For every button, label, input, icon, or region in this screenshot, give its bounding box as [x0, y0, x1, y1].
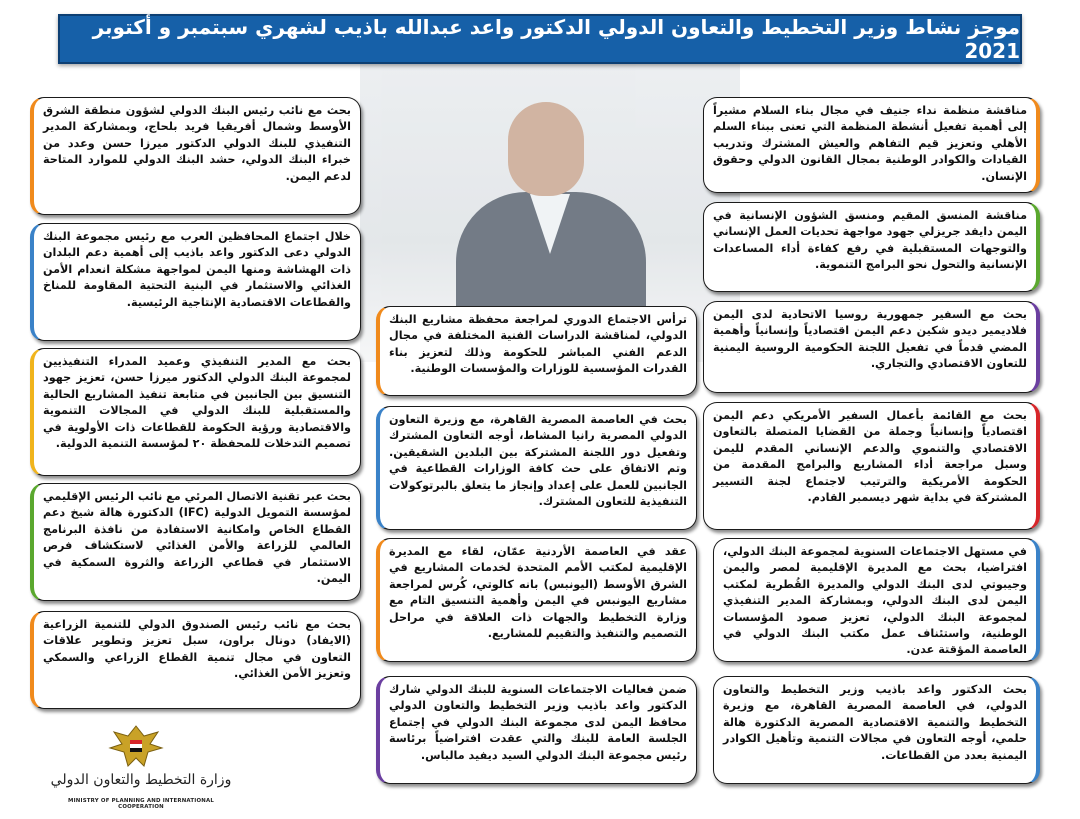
middle-card-2: بحث في العاصمة المصرية القاهرة، مع وزيرة التعاون الدولي المصرية رانيا المشاط، أوجه التعاون المشترك وتفعيل دور اللجنة المشتركة بين البلدين الشقيقين. وتم الاتفاق على حث كافة الوزارات القطاعية في الجانبين للعمل على إعداد وإنجاز ما يتعلق بالبرتوكولات التنفيذية للتعاون المشترك. [376, 406, 697, 530]
right-card-5: في مستهل الاجتماعات السنوية لمجموعة البنك الدولي، افتراضيا، بحث مع المديرة الإقليمية لمصر واليمن وجيبوتي لدى البنك الدولي والمديرة القُطرية لمكتب اليمن لدى البنك الدولي، وبمشاركة المدير التنفيذي لمجموعة البنك الدولي، تعزيز صمود المؤسسات الوطنية، واستئناف عمل مكتب البنك الدولي في العاصمة المؤقتة عدن. [713, 538, 1040, 662]
page-title-bar [58, 14, 1022, 64]
ministry-logo [46, 722, 236, 814]
right-card-3: بحث مع السفير جمهورية روسيا الاتحادية لدى اليمن فلاديمير ديدو شكين دعم اليمن اقتصادياً وإنسانياً وأهمية المضي قدماً في تفعيل اللجنة الحكومية الروسية اليمنية للتعاون الاقتصادي والتجاري. [703, 301, 1040, 393]
eagle-emblem-icon [104, 722, 168, 772]
right-card-4: بحث مع القائمة بأعمال السفير الأمريكي دعم اليمن اقتصادياً وإنسانياً وجملة من القضايا المتصلة بالتعاون الاقتصادي والتنموي والدعم الإنساني المقدم لليمن وسبل مراجعة أداء المشاريع والبرامج المقدمة من الحكومة الأمريكية والترتيب لاجتماع لجنة التسيير المشتركة في بداية شهر ديسمبر القادم. [703, 402, 1040, 530]
logo-arabic-text: وزارة التخطيط والتعاون الدولي [50, 772, 232, 788]
page-title: موجز نشاط وزير التخطيط والتعاون الدولي الدكتور واعد عبدالله باذيب لشهري سبتمبر و أكتوبر 2021 [92, 15, 1020, 63]
middle-card-1: ترأس الاجتماع الدوري لمراجعة محفظة مشاريع البنك الدولي، لمناقشة الدراسات الفنية المختلفة في مجال الدعم الفني المباشر للحكومة وذلك لتعزيز بناء القدرات المؤسسية للوزارات والمؤسسات الوطنية. [376, 306, 697, 396]
right-card-1: مناقشة منظمة نداء جنيف في مجال بناء السلام مشيراً إلى أهمية تفعيل أنشطة المنظمة التي تعنى ببناء السلم الأهلي وتعزيز قيم التفاهم والعيش المشترك وتدريب القيادات والكوادر الوطنية بمجال القانون الدولي وحقوق الإنسان. [703, 97, 1040, 193]
left-card-3: بحث مع المدير التنفيذي وعميد المدراء التنفيذيين لمجموعة البنك الدولي الدكتور ميرزا حسن، تعزيز جهود التنسيق بين الجانبين في متابعة تنفيذ المشاريع الحالية والمستقبلية للبنك الدولي في المجالات التنموية والاقتصادية ورؤية الحكومة للقطاعات ذات الأولوية في تصميم التدخلات للمحفظة ٢٠ لمؤسسة التنمية الدولية. [30, 348, 361, 476]
left-card-1: بحث مع نائب رئيس البنك الدولي لشؤون منطقة الشرق الأوسط وشمال أفريقيا فريد بلحاج، وبمشاركة المدير التنفيذي للبنك الدولي الدكتور ميرزا حسن وعدد من خبراء البنك الدولي، حشد البنك الدولي للموارد المتاحة لدعم اليمن. [30, 97, 361, 215]
middle-card-3: عقد في العاصمة الأردنية عمّان، لقاء مع المديرة الإقليمية لمكتب الأمم المتحدة لخدمات المشاريع في الشرق الأوسط (اليونبس) بانه كالوتي، كُرس لمراجعة مشاريع اليونبس في اليمن وأهمية التنسيق التام مع وزارة التخطيط والجهات ذات العلاقة في مراحل التصميم والتنفيذ والتقييم للمشاريع. [376, 538, 697, 662]
right-card-6: بحث الدكتور واعد باذيب وزير التخطيط والتعاون الدولي، في العاصمة المصرية القاهرة، مع وزيرة التخطيط والتنمية الاقتصادية المصرية الدكتورة هالة حلمي، أوجه التعاون في مجالات التنمية وتأهيل الكوادر اليمنية بعدد من القطاعات. [713, 676, 1040, 784]
logo-english-text: MINISTRY OF PLANNING AND INTERNATIONAL COOPERATION [68, 798, 214, 810]
middle-card-4: ضمن فعاليات الاجتماعات السنوية للبنك الدولي شارك الدكتور واعد باذيب وزير التخطيط والتعاون الدولي محافظ اليمن لدى مجموعة البنك الدولي في إجتماع الجلسة العامة للبنك والتي عقدت افتراضياً برئاسة رئيس مجموعة البنك الدولي السيد ديفيد مالباس. [376, 676, 697, 784]
right-card-2: مناقشة المنسق المقيم ومنسق الشؤون الإنسانية في اليمن دايفد جريزلي جهود مواجهة تحديات العمل الإنساني والتوجهات المستقبلية في رفع كفاءة أداء المساعدات الإنسانية والتحول نحو البرامج التنموية. [703, 202, 1040, 292]
left-card-2: خلال اجتماع المحافظين العرب مع رئيس مجموعة البنك الدولي دعى الدكتور واعد باذيب إلى أهمية دعم البلدان ذات الهشاشة ومنها اليمن لمواجهة مشكلة انعدام الأمن الغذائي والاستثمار في البنية التحتية المقاومة للمناخ والقطاعات الاقتصادية الإنتاجية الرئيسية. [30, 223, 361, 341]
left-card-4: بحث عبر تقنية الاتصال المرئي مع نائب الرئيس الإقليمي لمؤسسة التمويل الدولية (IFC) الدكتورة هالة شيخ دعم القطاع الخاص وامكانية الاستفادة من نافذة البرنامج العالمي للزراعة والأمن الغذائي لاستكشاف فرص الاستثمار في قطاعي الزراعة والثروة السمكية في اليمن. [30, 483, 361, 601]
left-card-5: بحث مع نائب رئيس الصندوق الدولي للتنمية الزراعية (الايفاد) دونال براون، سبل تعزيز وتطوير علاقات التعاون في مجال تنمية القطاع الزراعي والسمكي وتعزيز الأمن الغذائي. [30, 611, 361, 709]
